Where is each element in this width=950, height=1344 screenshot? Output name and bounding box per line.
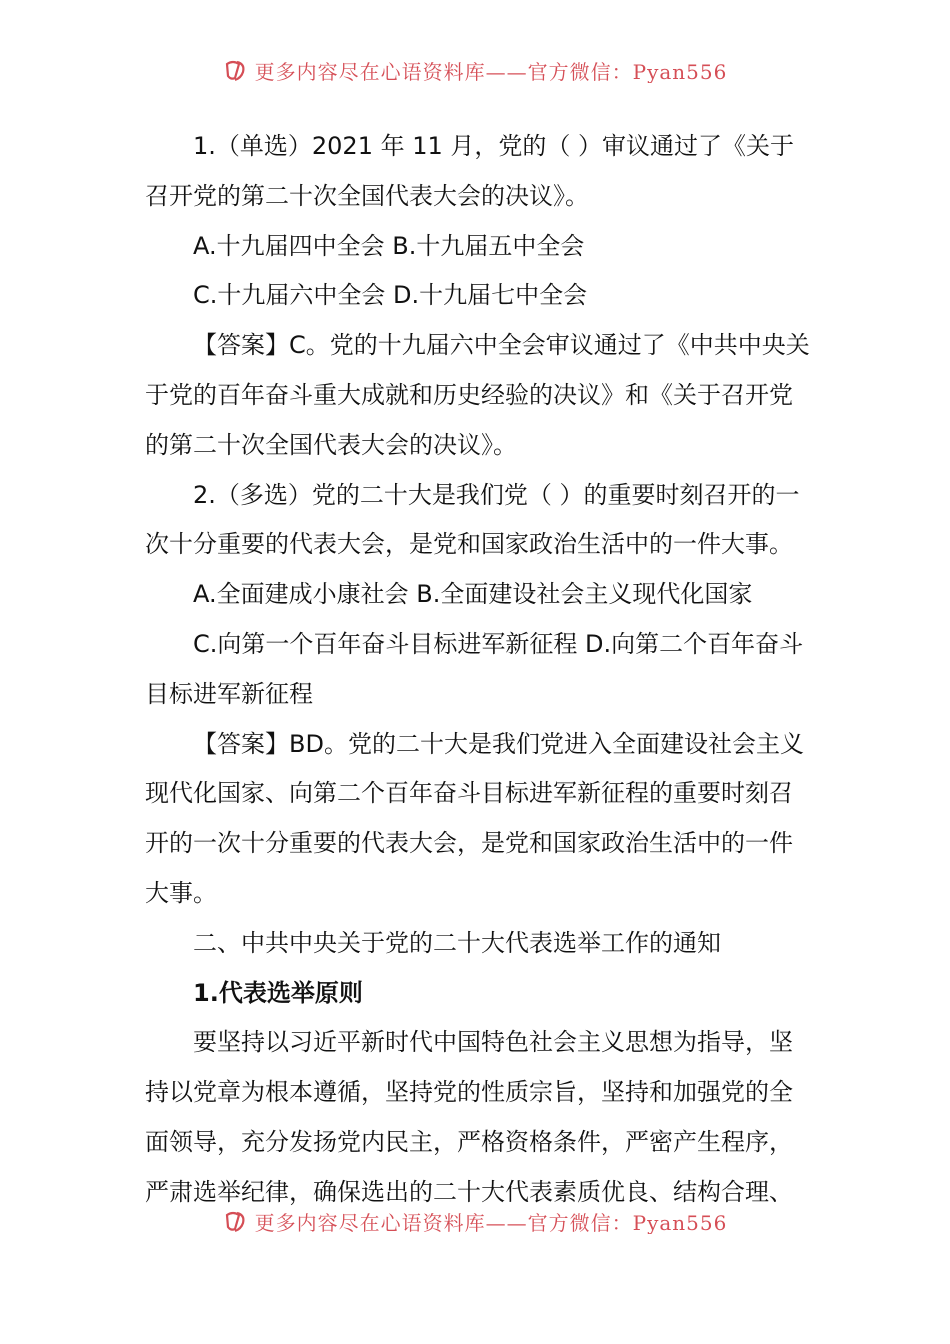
question-2-options-cd: C.向第一个百年奋斗目标进军新征程 D.向第二个百年奋斗目标进军新征程 bbox=[145, 629, 804, 708]
brand-logo-icon bbox=[223, 1209, 249, 1233]
footer-watermark bbox=[0, 1208, 950, 1234]
question-1-options-cd: C.十九届六中全会 D.十九届七中全会 bbox=[193, 281, 588, 310]
question-2-stem: 2.（多选）党的二十大是我们党（ ）的重要时刻召开的一次十分重要的代表大会，是党和国家政治生活中的一件大事。 bbox=[145, 480, 800, 559]
watermark-text: 更多内容尽在心语资料库——官方微信：Pyan556 bbox=[254, 59, 728, 83]
document-body bbox=[145, 122, 810, 1218]
body-paragraph: 要坚持以习近平新时代中国特色社会主义思想为指导，坚持以党章为根本遵循，坚持党的性质宗旨，坚持和加强党的全面领导，充分发扬党内民主，严格资格条件，严密产生程序，严肃选举纪律，确保选出的二十大代表素质优良、结构合理、 bbox=[145, 1028, 793, 1206]
question-2-answer: 【答案】BD。党的二十大是我们党进入全面建设社会主义现代化国家、向第二个百年奋斗目标进军新征程的重要时刻召开的一次十分重要的代表大会，是党和国家政治生活中的一件大事。 bbox=[145, 729, 804, 907]
question-1-options-ab: A.十九届四中全会 B.十九届五中全会 bbox=[193, 231, 585, 260]
watermark-text: 更多内容尽在心语资料库——官方微信：Pyan556 bbox=[254, 1210, 728, 1234]
question-1-answer: 【答案】C。党的十九届六中全会审议通过了《中共中央关于党的百年奋斗重大成就和历史经验的决议》和《关于召开党的第二十次全国代表大会的决议》。 bbox=[145, 331, 810, 459]
section-heading: 二、中共中央关于党的二十大代表选举工作的通知 bbox=[193, 928, 721, 957]
question-2-options-ab: A.全面建成小康社会 B.全面建设社会主义现代化国家 bbox=[193, 580, 753, 609]
brand-logo-icon bbox=[223, 58, 249, 82]
question-1-stem: 1.（单选）2021 年 11 月，党的（ ）审议通过了《关于召开党的第二十次全国代表大会的决议》。 bbox=[145, 132, 795, 210]
header-watermark bbox=[0, 57, 950, 83]
subheading: 1.代表选举原则 bbox=[193, 978, 363, 1007]
